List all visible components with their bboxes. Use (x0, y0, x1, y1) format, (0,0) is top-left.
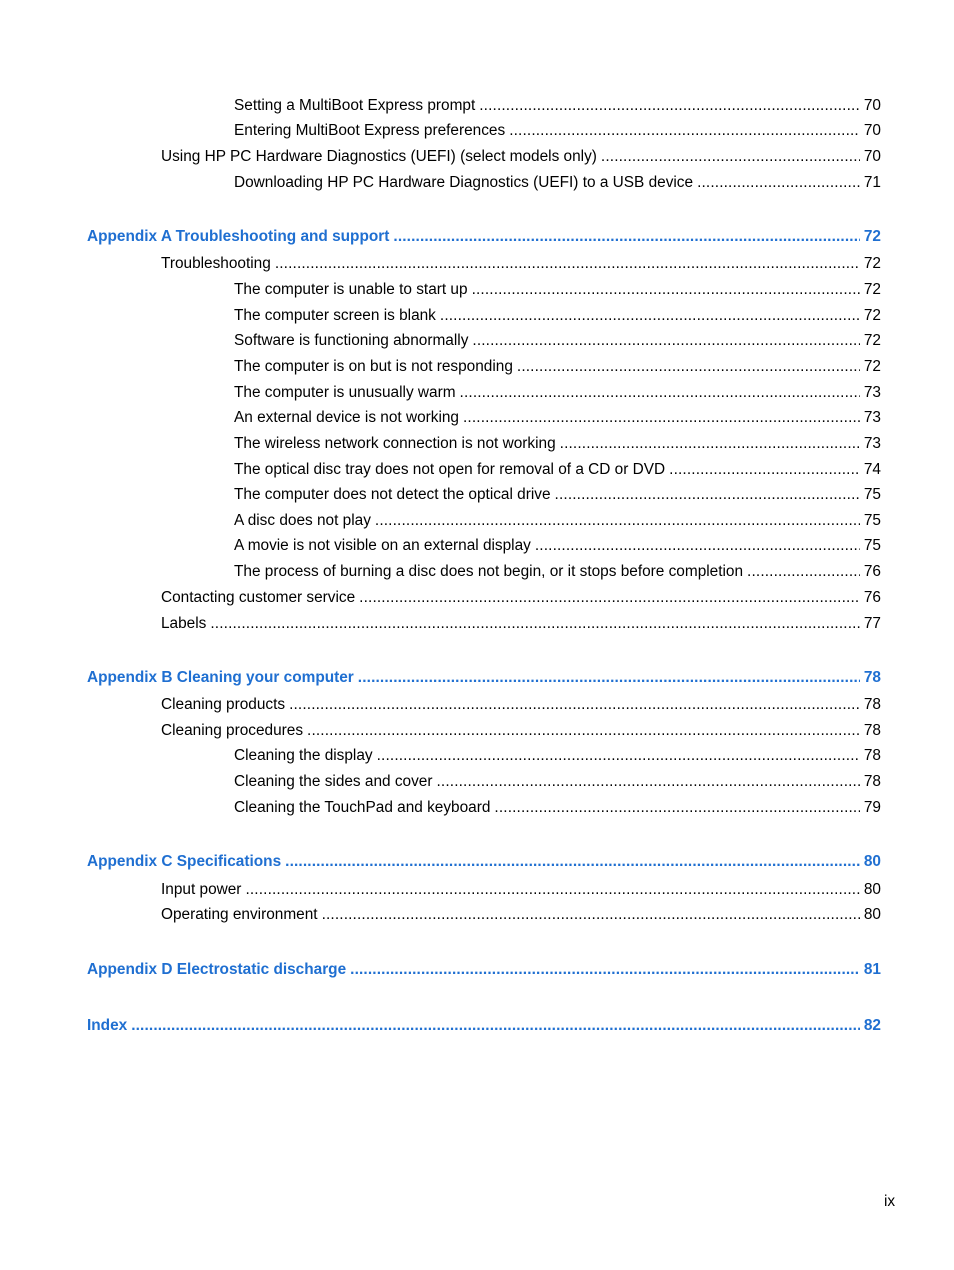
dot-leader (440, 306, 860, 326)
toc-entry[interactable] (161, 695, 881, 715)
toc-entry-page: 70 (863, 122, 881, 139)
dot-leader (555, 485, 860, 505)
toc-entry-title: Appendix C Specifications (87, 853, 282, 870)
toc-entry-title: Index (87, 1017, 128, 1034)
dot-leader (560, 434, 860, 454)
toc-entry-title: Cleaning the TouchPad and keyboard (234, 799, 491, 816)
toc-entry[interactable] (161, 721, 881, 741)
dot-leader (210, 614, 860, 634)
toc-entry[interactable] (234, 408, 881, 428)
toc-entry-title: The computer does not detect the optical drive (234, 486, 551, 503)
toc-entry-page: 70 (863, 97, 881, 114)
dot-leader (322, 905, 860, 925)
toc-entry-title: Cleaning the display (234, 747, 373, 764)
dot-leader (472, 280, 860, 300)
toc-entry-page: 75 (863, 512, 881, 529)
dot-leader (479, 96, 860, 116)
toc-entry-page: 80 (863, 881, 881, 898)
toc-entry-title: The process of burning a disc does not begin, or it stops before completion (234, 563, 744, 580)
dot-leader (601, 147, 860, 167)
toc-entry[interactable] (234, 121, 881, 141)
toc-entry[interactable] (161, 614, 881, 634)
toc-entry-page: 76 (863, 589, 881, 606)
toc-entry[interactable] (161, 588, 881, 608)
toc-entry-title: Appendix A Troubleshooting and support (87, 228, 390, 245)
toc-entry[interactable] (234, 798, 881, 818)
toc-entry[interactable] (161, 147, 881, 167)
toc-entry[interactable] (161, 880, 881, 900)
toc-entry-title: A disc does not play (234, 512, 371, 529)
dot-leader (669, 460, 860, 480)
toc-entry-title: Labels (161, 615, 207, 632)
toc-entry-page: 77 (863, 615, 881, 632)
toc-entry-page: 72 (863, 358, 881, 375)
toc-entry[interactable] (234, 746, 881, 766)
dot-leader (697, 173, 860, 193)
toc-entry-page: 79 (863, 799, 881, 816)
dot-leader (350, 960, 860, 980)
dot-leader (359, 588, 860, 608)
toc-entry-page: 78 (863, 669, 881, 686)
toc-entry[interactable] (234, 772, 881, 792)
toc-entry[interactable] (234, 173, 881, 193)
toc-entry-page: 78 (863, 747, 881, 764)
toc-entry-page: 75 (863, 486, 881, 503)
toc-entry-page: 76 (863, 563, 881, 580)
toc-entry-title: The computer is unusually warm (234, 384, 456, 401)
dot-leader (358, 668, 860, 688)
toc-entry-page: 73 (863, 435, 881, 452)
toc-entry-page: 78 (863, 773, 881, 790)
toc-entry-title: Using HP PC Hardware Diagnostics (UEFI) (select models only) (161, 148, 597, 165)
toc-entry[interactable] (161, 905, 881, 925)
dot-leader (517, 357, 860, 377)
toc-chapter-entry[interactable] (87, 960, 881, 980)
dot-leader (307, 721, 860, 741)
toc-entry-page: 82 (863, 1017, 881, 1034)
dot-leader (275, 254, 860, 274)
toc-entry-title: Cleaning the sides and cover (234, 773, 433, 790)
toc-entry-page: 72 (863, 332, 881, 349)
toc-entry-title: Software is functioning abnormally (234, 332, 469, 349)
toc-entry-page: 81 (863, 961, 881, 978)
toc-entry-page: 73 (863, 409, 881, 426)
dot-leader (393, 227, 859, 247)
toc-chapter-entry[interactable] (87, 1016, 881, 1036)
dot-leader (245, 880, 859, 900)
dot-leader (375, 511, 860, 531)
toc-entry[interactable] (234, 383, 881, 403)
toc-chapter-entry[interactable] (87, 668, 881, 688)
toc-entry-title: Troubleshooting (161, 255, 271, 272)
dot-leader (131, 1016, 860, 1036)
dot-leader (494, 798, 859, 818)
dot-leader (509, 121, 860, 141)
toc-entry-title: Entering MultiBoot Express preferences (234, 122, 506, 139)
toc-entry-title: Appendix B Cleaning your computer (87, 669, 354, 686)
toc-entry-title: The wireless network connection is not working (234, 435, 556, 452)
dot-leader (285, 852, 860, 872)
toc-entry-page: 72 (863, 228, 881, 245)
toc-entry-page: 80 (863, 906, 881, 923)
toc-entry-page: 78 (863, 696, 881, 713)
toc-entry[interactable] (234, 460, 881, 480)
dot-leader (377, 746, 860, 766)
toc-entry-title: The computer is on but is not responding (234, 358, 513, 375)
toc-entry[interactable] (234, 96, 881, 116)
dot-leader (437, 772, 860, 792)
toc-entry-title: The optical disc tray does not open for removal of a CD or DVD (234, 461, 666, 478)
toc-entry-page: 80 (863, 853, 881, 870)
toc-entry[interactable] (161, 254, 881, 274)
toc-entry-page: 72 (863, 307, 881, 324)
toc-entry-page: 70 (863, 148, 881, 165)
toc-entry-page: 73 (863, 384, 881, 401)
toc-entry-page: 78 (863, 722, 881, 739)
dot-leader (463, 408, 860, 428)
toc-entry-page: 74 (863, 461, 881, 478)
dot-leader (747, 562, 860, 582)
page-number: ix (884, 1193, 896, 1210)
toc-entry[interactable] (234, 306, 881, 326)
toc-entry[interactable] (234, 536, 881, 556)
toc-entry-title: The computer is unable to start up (234, 281, 468, 298)
dot-leader (535, 536, 860, 556)
toc-entry[interactable] (234, 434, 881, 454)
toc-entry-page: 72 (863, 281, 881, 298)
toc-entry-title: Input power (161, 881, 242, 898)
toc-entry[interactable] (234, 485, 881, 505)
toc-entry[interactable] (234, 562, 881, 582)
toc-entry-page: 71 (863, 174, 881, 191)
dot-leader (289, 695, 860, 715)
toc-entry-title: Cleaning procedures (161, 722, 304, 739)
toc-entry[interactable] (234, 511, 881, 531)
toc-entry-title: An external device is not working (234, 409, 459, 426)
toc-entry-title: Setting a MultiBoot Express prompt (234, 97, 476, 114)
toc-entry-page: 72 (863, 255, 881, 272)
toc-entry-title: A movie is not visible on an external display (234, 537, 531, 554)
toc-entry-title: Contacting customer service (161, 589, 356, 606)
toc-entry-page: 75 (863, 537, 881, 554)
toc-entry-title: Cleaning products (161, 696, 286, 713)
dot-leader (460, 383, 860, 403)
toc-entry-title: Downloading HP PC Hardware Diagnostics (UEFI) to a USB device (234, 174, 694, 191)
toc-entry[interactable] (234, 280, 881, 300)
toc-entry-title: Appendix D Electrostatic discharge (87, 961, 347, 978)
dot-leader (472, 331, 859, 351)
toc-entry[interactable] (234, 331, 881, 351)
toc-chapter-entry[interactable] (87, 227, 881, 247)
toc-entry-title: Operating environment (161, 906, 318, 923)
toc-chapter-entry[interactable] (87, 852, 881, 872)
toc-entry-title: The computer screen is blank (234, 307, 436, 324)
toc-entry[interactable] (234, 357, 881, 377)
